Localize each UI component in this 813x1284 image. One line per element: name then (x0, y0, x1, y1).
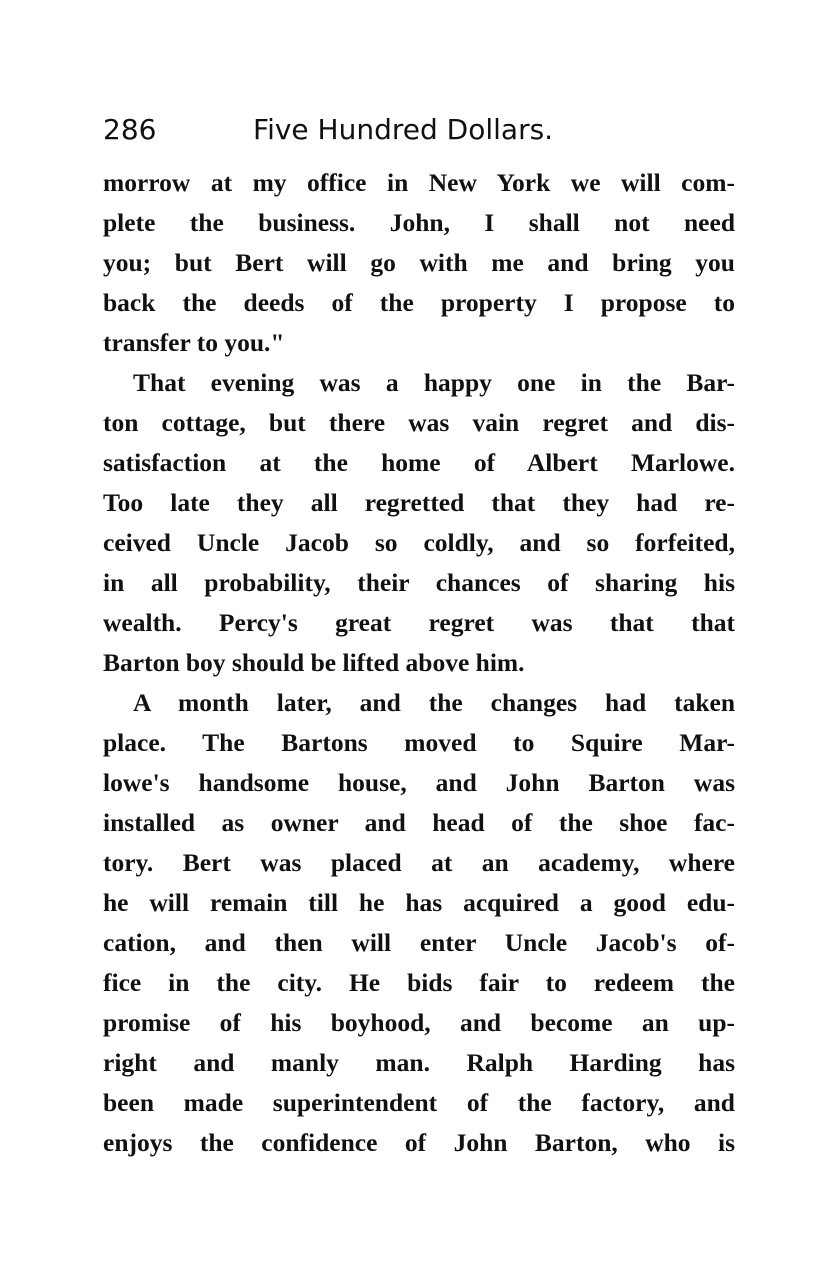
text-line: A month later, and the changes had taken (133, 688, 735, 717)
body-text (103, 163, 735, 1163)
text-line: back the deeds of the property I propose to (103, 288, 735, 317)
text-line: transfer to you." (103, 328, 285, 357)
text-line: right and manly man. Ralph Harding has (103, 1048, 735, 1077)
text-line: ceived Uncle Jacob so coldly, and so forfeited, (103, 528, 735, 557)
text-line: morrow at my office in New York we will com- (103, 168, 735, 197)
text-line: in all probability, their chances of sharing his (103, 568, 735, 597)
text-line: That evening was a happy one in the Bar- (133, 368, 735, 397)
text-line: place. The Bartons moved to Squire Mar- (103, 728, 735, 757)
text-line: ton cottage, but there was vain regret and dis- (103, 408, 735, 437)
text-line: tory. Bert was placed at an academy, where (103, 848, 735, 877)
text-line: promise of his boyhood, and become an up- (103, 1008, 735, 1037)
text-line: plete the business. John, I shall not need (103, 208, 735, 237)
page-number: 286 (103, 113, 157, 146)
text-line: cation, and then will enter Uncle Jacob's of- (103, 928, 735, 957)
text-line: wealth. Percy's great regret was that that (103, 608, 735, 637)
text-line: you; but Bert will go with me and bring you (103, 248, 735, 277)
running-title: Five Hundred Dollars. (253, 113, 554, 146)
text-line: satisfaction at the home of Albert Marlowe. (103, 448, 735, 477)
text-line: Too late they all regretted that they had re- (103, 488, 735, 517)
text-line: he will remain till he has acquired a good edu- (103, 888, 735, 917)
page-header (103, 108, 603, 152)
text-line: Barton boy should be lifted above him. (103, 648, 525, 677)
text-line: lowe's handsome house, and John Barton was (103, 768, 735, 797)
text-line: installed as owner and head of the shoe fac- (103, 808, 735, 837)
text-line: been made superintendent of the factory, and (103, 1088, 735, 1117)
text-line: fice in the city. He bids fair to redeem the (103, 968, 735, 997)
text-line: enjoys the confidence of John Barton, who is (103, 1128, 735, 1157)
